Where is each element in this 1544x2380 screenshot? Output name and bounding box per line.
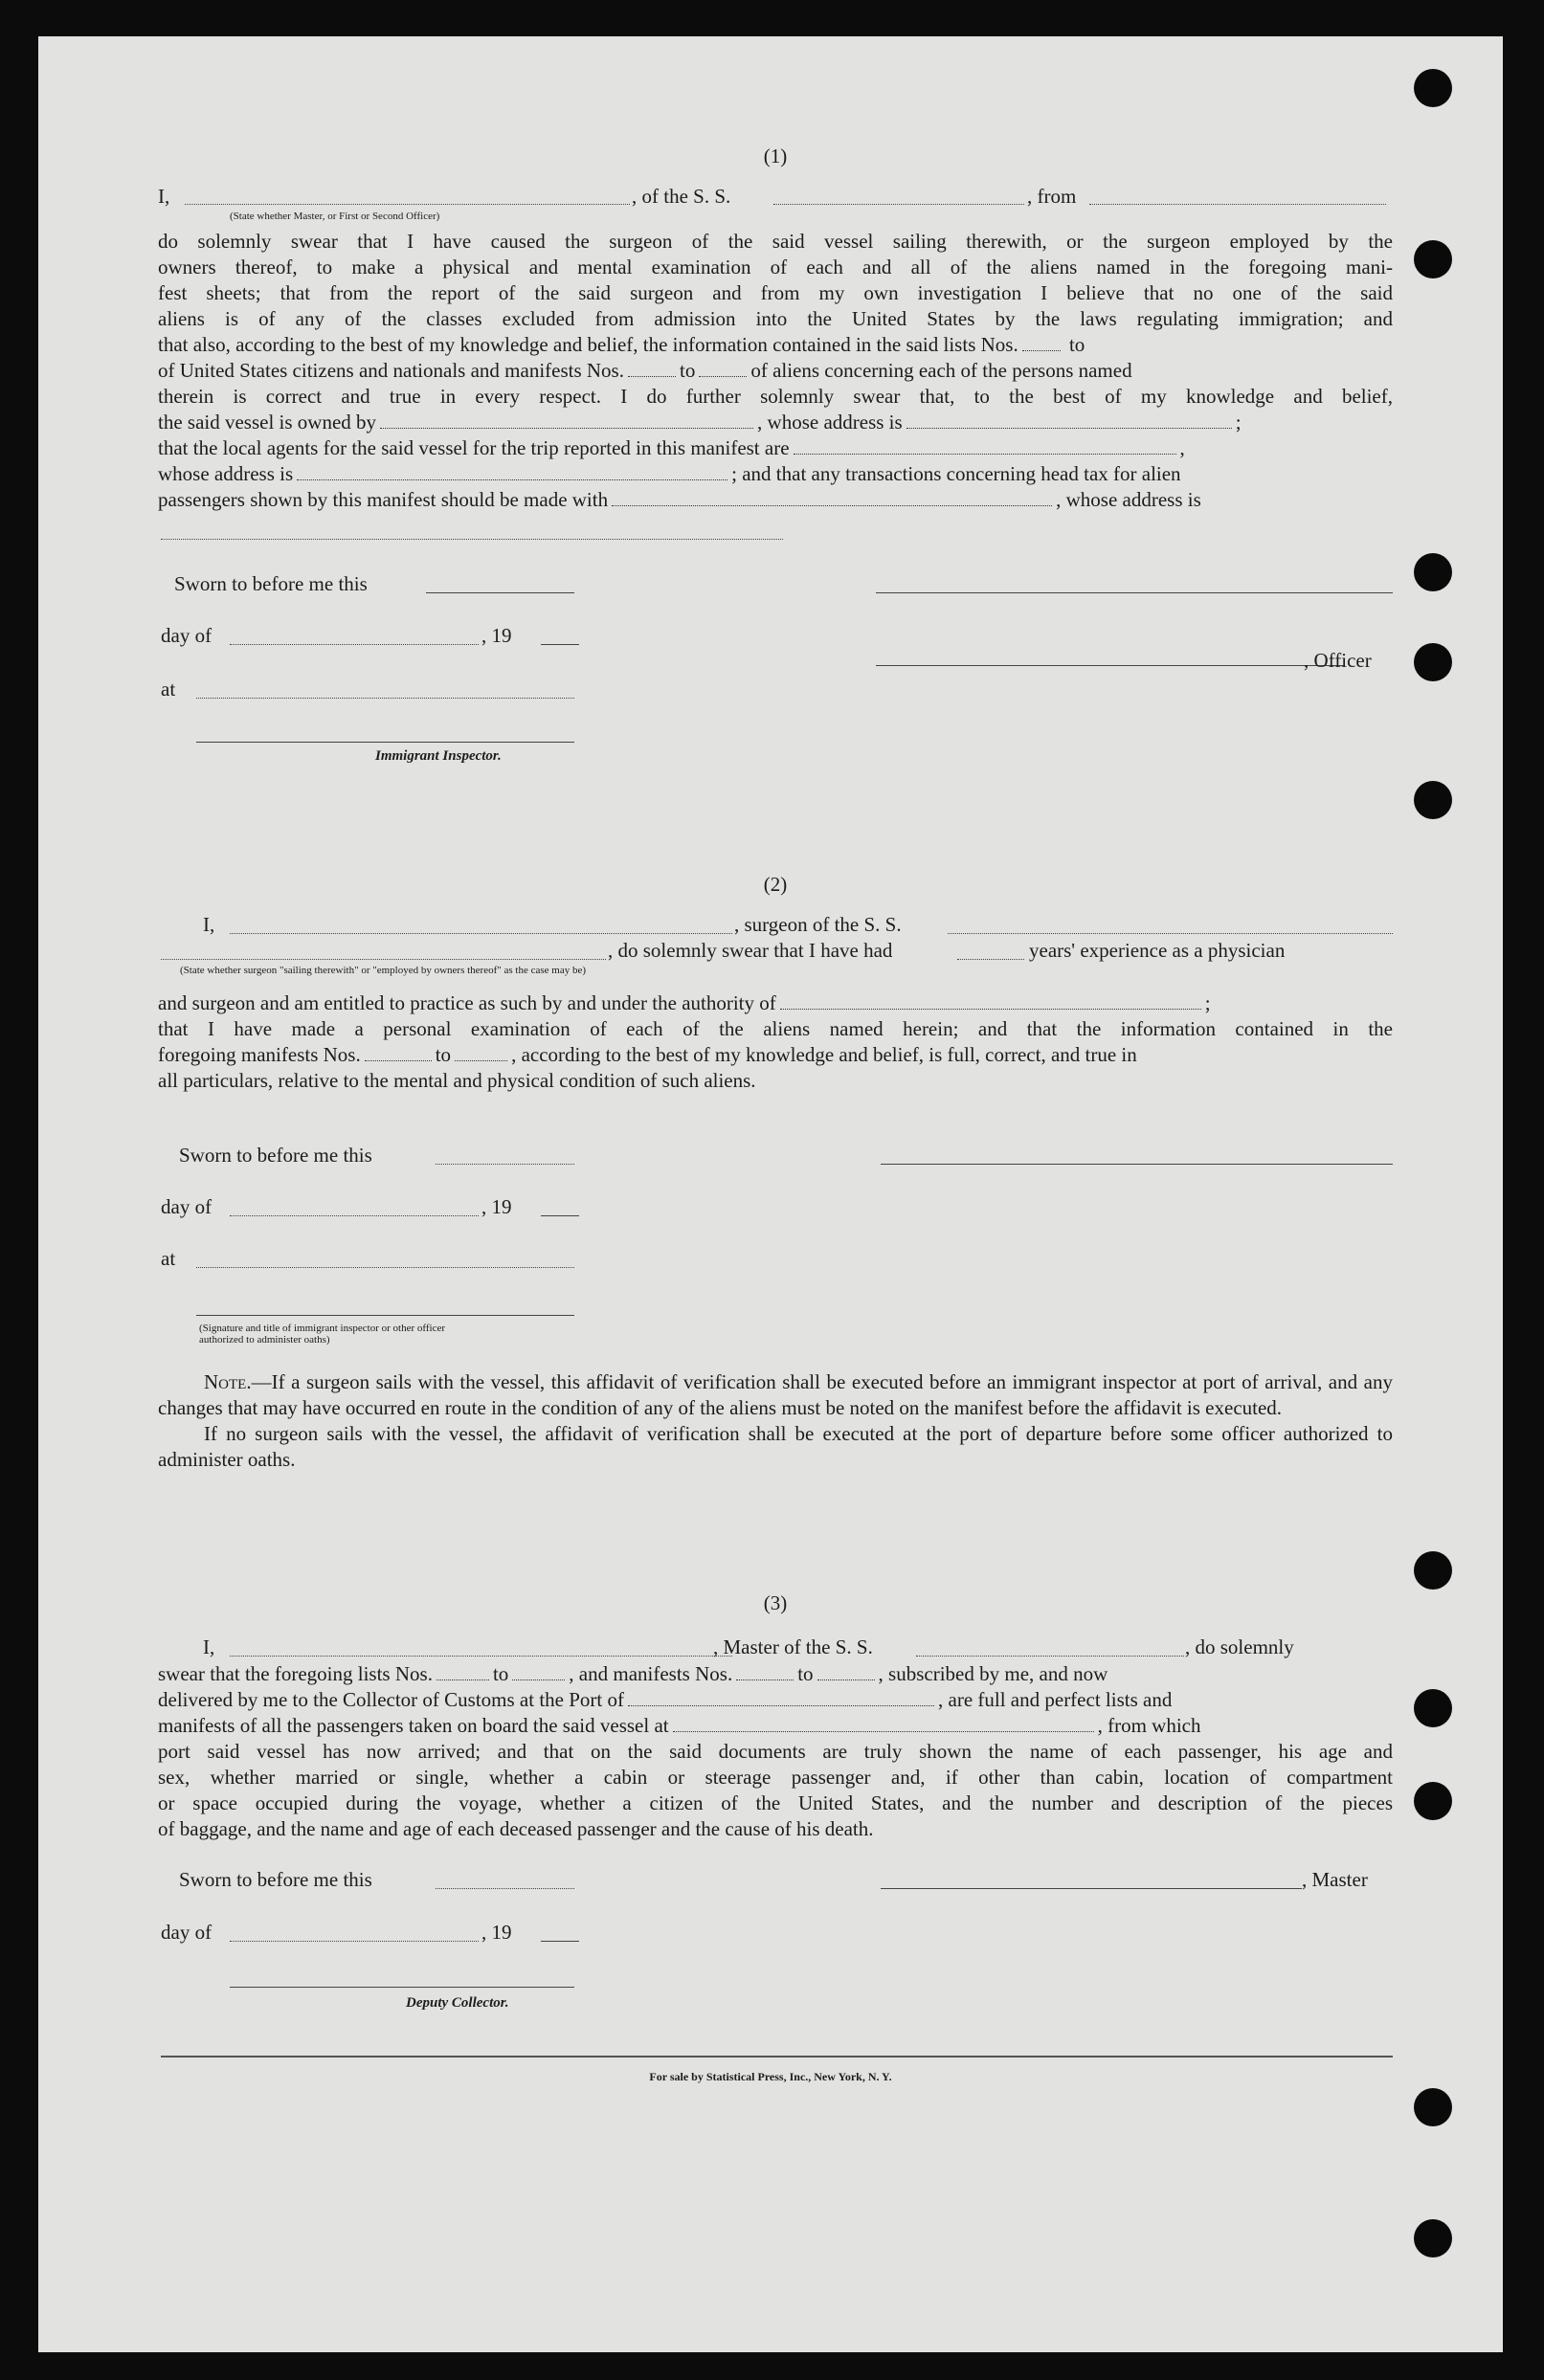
inspector-signature-line xyxy=(196,1315,574,1316)
section-3-line: delivered by me to the Collector of Customs at the Port of , are full and perfect lists and xyxy=(158,1688,1173,1711)
month-blank xyxy=(230,1941,479,1942)
section-3-line: port said vessel has now arrived; and that on the said documents are truly shown the name of each passenger, his age and xyxy=(158,1740,1393,1763)
binder-hole xyxy=(1414,1782,1452,1820)
section-3 xyxy=(158,1661,1393,1842)
section-2-line: all particulars, relative to the mental and physical condition of such aliens. xyxy=(158,1069,756,1092)
inspector-caption: Immigrant Inspector. xyxy=(375,748,502,764)
section-3-line: or space occupied during the voyage, whether a citizen of the United States, and the number and description of the pieces xyxy=(158,1791,1393,1814)
surgeon-status-blank xyxy=(161,959,606,960)
section-1-number: (1) xyxy=(763,145,788,167)
surgeon-vessel-blank xyxy=(948,933,1393,934)
surgeon-name-blank xyxy=(230,933,732,934)
section-1-line: passengers shown by this manifest should be made with , whose address is xyxy=(158,488,1201,511)
place-blank xyxy=(196,698,574,699)
do-swear-label: , do solemnly swear that I have had xyxy=(608,939,893,962)
years-label: years' experience as a physician xyxy=(1029,939,1286,962)
master-vessel-blank xyxy=(916,1656,1184,1657)
year-label: , 19 xyxy=(481,624,512,647)
section-1-line: owners thereof, to make a physical and mental examination of each and all of the aliens named in the foregoing mani- xyxy=(158,256,1393,278)
master-lead: I, xyxy=(203,1635,215,1658)
year-label: , 19 xyxy=(481,1195,512,1218)
signature-title-note: (Signature and title of immigrant inspector or other officer authorized to administer oaths) xyxy=(199,1323,445,1346)
master-label: , Master xyxy=(1302,1868,1368,1891)
section-1-line: that the local agents for the said vessel for the trip reported in this manifest are , xyxy=(158,436,1185,459)
oath-lead: I, xyxy=(158,185,170,208)
sworn-label: Sworn to before me this xyxy=(179,1144,372,1167)
collector-caption: Deputy Collector. xyxy=(406,1995,509,2011)
binder-hole xyxy=(1414,240,1452,278)
section-2-number: (2) xyxy=(763,873,788,896)
month-blank xyxy=(230,1215,479,1216)
section-1-line: of United States citizens and nationals and manifests Nos. to of aliens concerning each of the persons named xyxy=(158,359,1132,382)
do-solemnly-label: , do solemnly xyxy=(1185,1635,1294,1658)
surgeon-of-label: , surgeon of the S. S. xyxy=(734,913,902,936)
note-paragraph: Note.—If a surgeon sails with the vessel, this affidavit of verification shall be executed before an immigrant inspector at port of arrival, and any changes that may have occurred en route in the condition of any of the aliens must be noted on the manifest before the affidavit is executed. xyxy=(158,1370,1393,1419)
year-blank xyxy=(541,1215,579,1216)
manifest-affidavit-page xyxy=(38,36,1503,2352)
section-2 xyxy=(158,990,1393,1094)
section-3-line: of baggage, and the name and age of each deceased passenger and the cause of his death. xyxy=(158,1817,874,1840)
note-paragraph: If no surgeon sails with the vessel, the affidavit of verification shall be executed at the port of departure before some officer authorized to administer oaths. xyxy=(158,1422,1393,1471)
section-1-line: the said vessel is owned by , whose address is ; xyxy=(158,411,1242,434)
collector-signature-line xyxy=(230,1987,574,1988)
section-3-number: (3) xyxy=(763,1591,788,1614)
section-3-line: swear that the foregoing lists Nos. to , and manifests Nos. to , subscribed by me, and now xyxy=(158,1662,1108,1685)
address-continuation-blank xyxy=(161,539,783,540)
footer-rule xyxy=(161,2056,1393,2057)
sworn-label: Sworn to before me this xyxy=(179,1868,372,1891)
day-of-label: day of xyxy=(161,1921,213,1944)
note-block xyxy=(158,1369,1393,1473)
section-1-line: therein is correct and true in every respect. I do further solemnly swear that, to the best of my knowledge and belief, xyxy=(158,385,1393,408)
sworn-date-blank xyxy=(436,1888,574,1889)
officer-name-blank xyxy=(185,204,630,205)
section-1 xyxy=(158,185,1393,513)
years-blank xyxy=(957,959,1024,960)
from-label: , from xyxy=(1027,185,1077,208)
master-of-label: , Master of the S. S. xyxy=(713,1635,873,1658)
of-ss-label: , of the S. S. xyxy=(632,185,731,208)
section-1-line: whose address is ; and that any transactions concerning head tax for alien xyxy=(158,462,1181,485)
year-blank xyxy=(541,644,579,645)
officer-note: (State whether Master, or First or Second Officer) xyxy=(230,211,440,222)
year-blank xyxy=(541,1941,579,1942)
sworn-date-blank xyxy=(436,1164,574,1165)
master-name-blank xyxy=(230,1656,732,1657)
day-of-label: day of xyxy=(161,624,213,647)
vessel-name-blank xyxy=(773,204,1024,205)
section-1-line: fest sheets; that from the report of the said surgeon and from my own investigation I believe that no one of the said xyxy=(158,281,1393,304)
binder-hole xyxy=(1414,2088,1452,2126)
day-of-label: day of xyxy=(161,1195,213,1218)
officer-label: , Officer xyxy=(1304,649,1372,672)
printer-imprint: For sale by Statistical Press, Inc., New York, N. Y. xyxy=(649,2070,892,2083)
month-blank xyxy=(230,644,479,645)
binder-hole xyxy=(1414,69,1452,107)
binder-hole xyxy=(1414,1689,1452,1727)
section-3-line: manifests of all the passengers taken on board the said vessel at , from which xyxy=(158,1714,1201,1737)
officer-title-line xyxy=(876,665,1345,666)
binder-hole xyxy=(1414,643,1452,681)
at-label: at xyxy=(161,678,176,701)
place-blank xyxy=(196,1267,574,1268)
at-label: at xyxy=(161,1247,176,1270)
section-2-line: that I have made a personal examination of each of the aliens named herein; and that the information contained in the xyxy=(158,1017,1393,1040)
binder-hole xyxy=(1414,781,1452,819)
surgeon-state-note: (State whether surgeon "sailing therewith" or "employed by owners thereof" as the case may be) xyxy=(180,965,587,976)
section-2-line: foregoing manifests Nos. to , according to the best of my knowledge and belief, is full, correct, and true in xyxy=(158,1043,1137,1066)
surgeon-signature-line xyxy=(881,1164,1393,1165)
sworn-label: Sworn to before me this xyxy=(174,572,368,595)
section-2-line: and surgeon and am entitled to practice as such by and under the authority of ; xyxy=(158,991,1211,1014)
inspector-signature-line xyxy=(196,742,574,743)
section-1-line: do solemnly swear that I have caused the surgeon of the said vessel sailing therewith, or the surgeon employed by the xyxy=(158,230,1393,253)
surgeon-lead: I, xyxy=(203,913,215,936)
section-1-line: aliens is of any of the classes excluded from admission into the United States by the laws regulating immigration; and xyxy=(158,307,1393,330)
binder-hole xyxy=(1414,1551,1452,1590)
officer-signature-line xyxy=(876,592,1393,593)
section-3-line: sex, whether married or single, whether a cabin or steerage passenger and, if other than cabin, location of compartment xyxy=(158,1766,1393,1789)
port-from-blank xyxy=(1089,204,1386,205)
year-label: , 19 xyxy=(481,1921,512,1944)
binder-hole xyxy=(1414,2219,1452,2258)
master-signature-line xyxy=(881,1888,1302,1889)
binder-hole xyxy=(1414,553,1452,591)
section-1-line: that also, according to the best of my knowledge and belief, the information contained in the said lists Nos. to xyxy=(158,333,1085,356)
note-label: Note. xyxy=(204,1370,252,1393)
sworn-date-blank xyxy=(426,592,574,593)
